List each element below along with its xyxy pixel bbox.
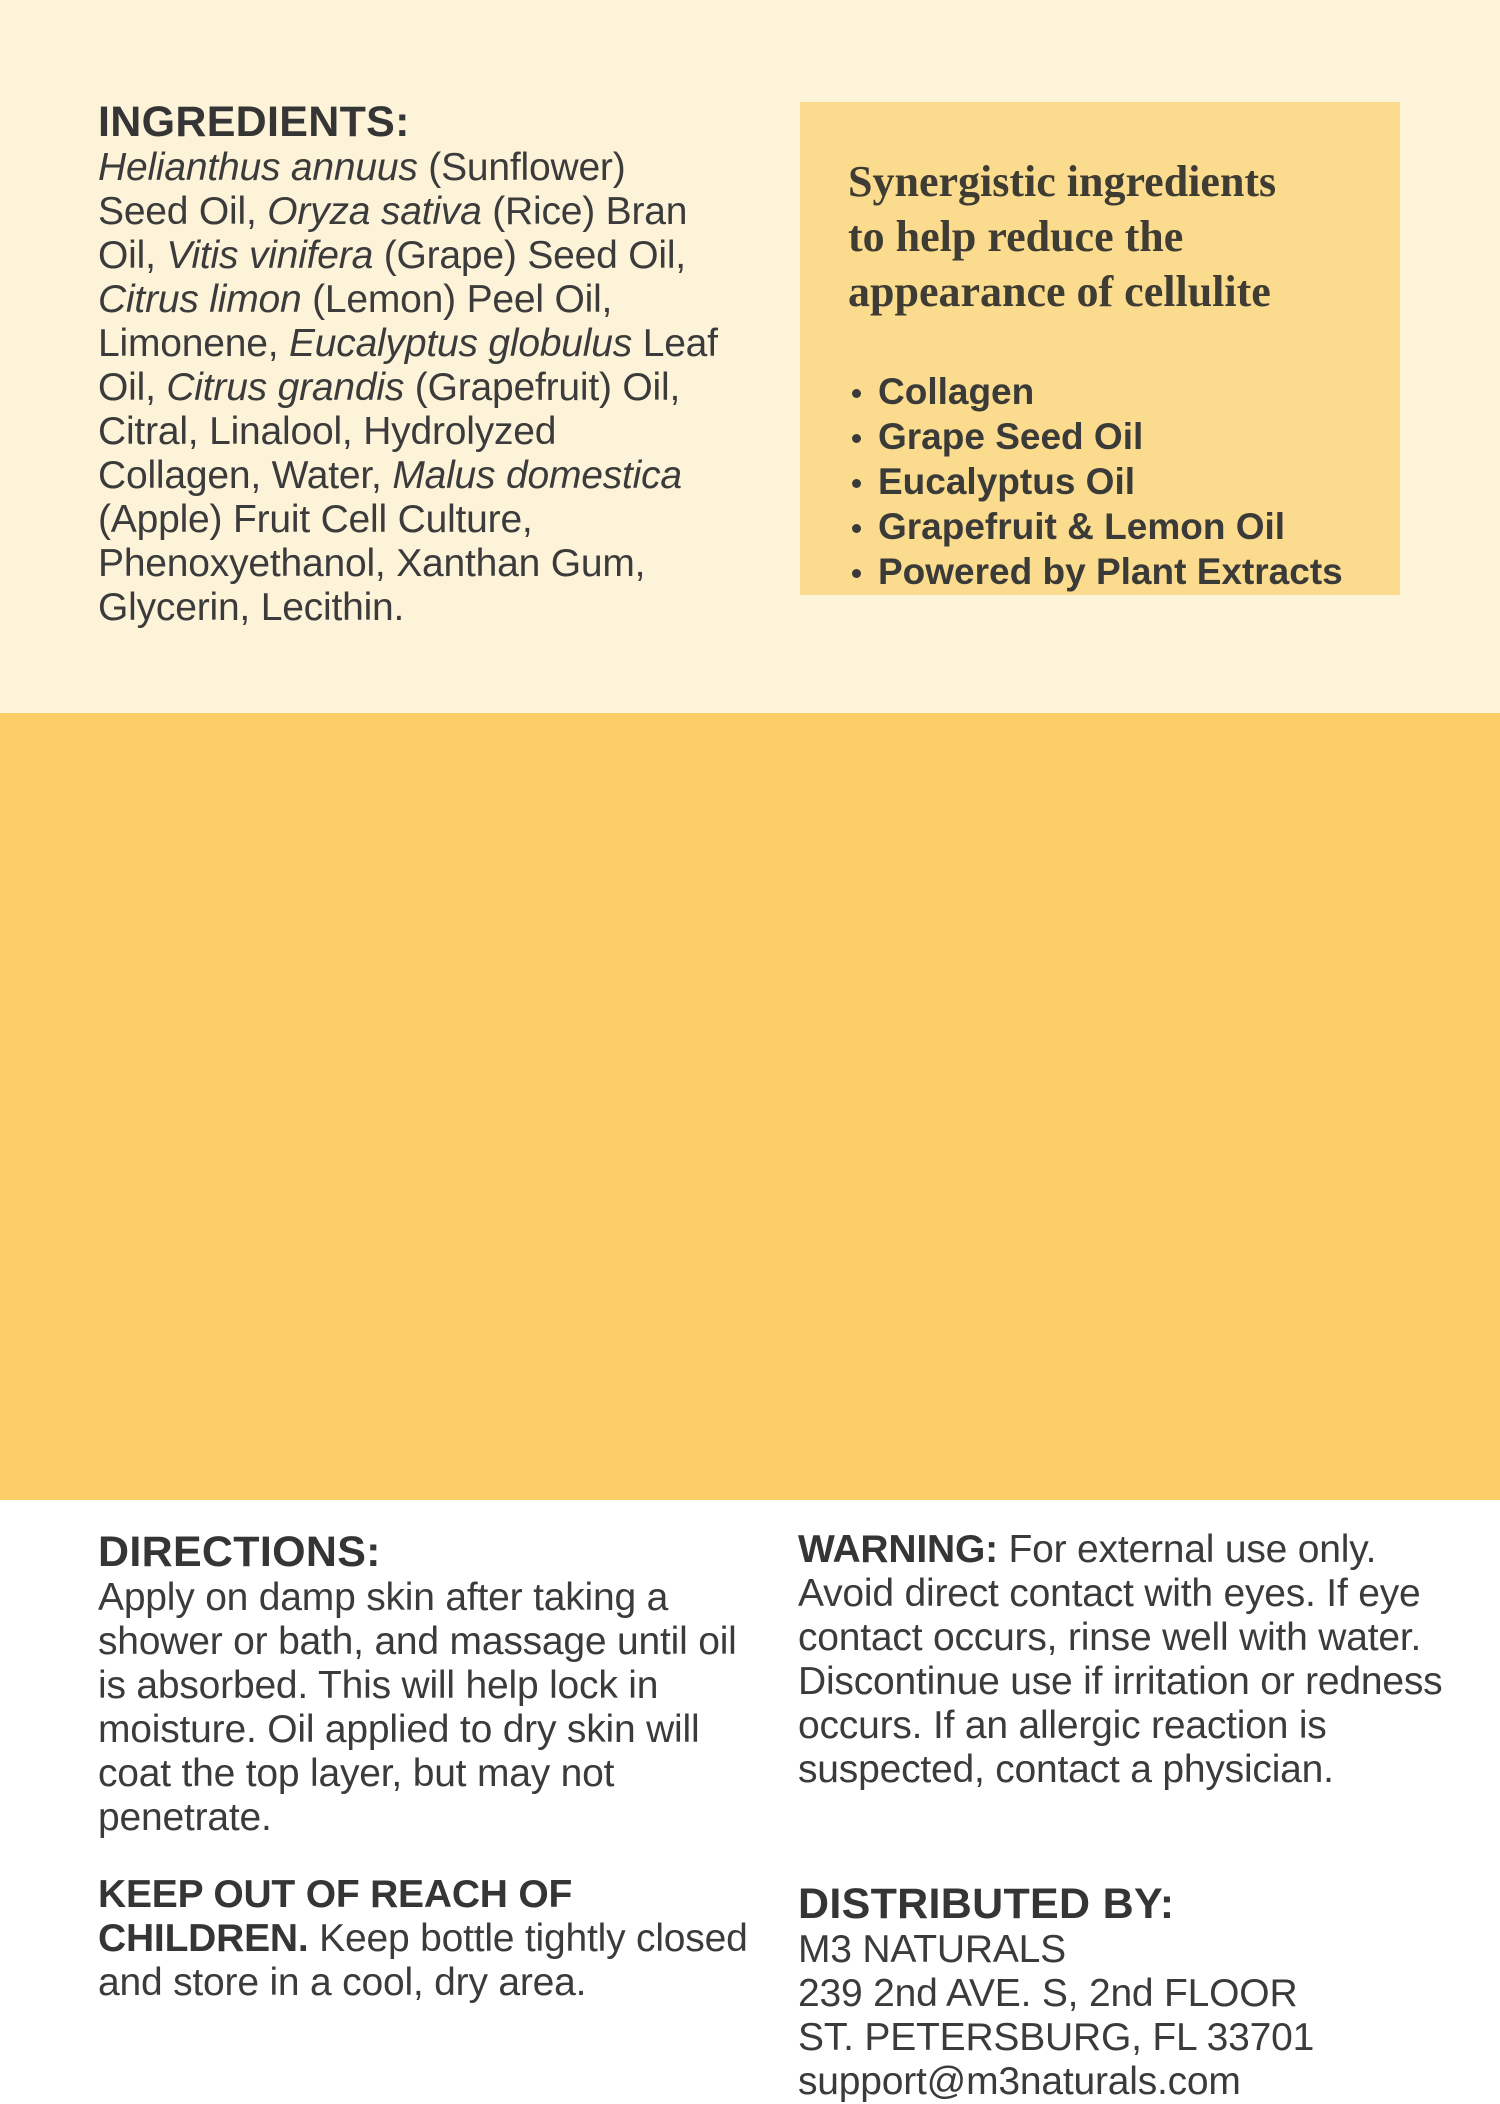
bullet-label: Eucalyptus Oil <box>878 461 1136 502</box>
directions-block <box>98 1528 750 1840</box>
ingredient-segment: Citrus grandis <box>166 366 405 409</box>
ingredient-segment: (Grape) Seed Oil, <box>373 234 686 277</box>
bullet-dot-icon <box>852 389 861 398</box>
bullet-item <box>848 369 1360 414</box>
synergy-heading-line: appearance of cellulite <box>848 267 1271 316</box>
directions-heading: DIRECTIONS: <box>98 1528 381 1576</box>
synergy-heading <box>848 154 1360 319</box>
label-bottom-section <box>0 713 1500 2103</box>
synergy-heading-line: Synergistic ingredients <box>848 157 1277 206</box>
ingredient-segment: (Apple) Fruit Cell Culture, Phenoxyethanol, Xanthan Gum, Glycerin, Lecithin. <box>98 498 646 629</box>
warning-block <box>798 1528 1450 1792</box>
warning-text <box>798 1528 1450 1792</box>
ingredient-segment: Citrus limon <box>98 278 302 321</box>
synergy-highlight-box <box>800 102 1400 595</box>
bullet-label: Grapefruit & Lemon Oil <box>878 506 1286 547</box>
distributor-name: M3 NATURALS <box>798 1928 1066 1971</box>
ingredient-segment: Leaf Oil, <box>98 322 718 409</box>
warning-body: For external use only. Avoid direct contact with eyes. If eye contact occurs, rinse well with water. Discontinue use if irritation or redness occurs. If an allergic reaction is suspected, contact a physician. <box>798 1528 1443 1791</box>
bullet-dot-icon <box>852 434 861 443</box>
bullet-item <box>848 504 1360 549</box>
ingredient-segment: Helianthus annuus <box>98 146 418 189</box>
bullet-item <box>848 459 1360 504</box>
distributor-email: support@m3naturals.com <box>798 2060 1241 2103</box>
keep-out-heading: KEEP OUT OF REACH OF CHILDREN. <box>98 1873 573 1960</box>
distributor-street: 239 2nd AVE. S, 2nd FLOOR <box>798 1972 1298 2015</box>
bullet-item <box>848 549 1360 594</box>
ingredient-segment: (Rice) Bran Oil, <box>98 190 688 277</box>
bullet-dot-icon <box>852 569 861 578</box>
label-top-section <box>0 0 1500 713</box>
ingredients-text <box>98 146 726 630</box>
ingredient-segment: (Sunflower) Seed Oil, <box>98 146 626 233</box>
directions-text: Apply on damp skin after taking a shower or bath, and massage until oil is absorbed. This will help lock in moisture. Oil applied to dry skin will coat the top layer, but may not penetrate. <box>98 1576 737 1839</box>
keep-out-block <box>98 1873 760 2005</box>
distributed-by-heading: DISTRIBUTED BY: <box>798 1880 1175 1928</box>
synergy-heading-line: to help reduce the <box>848 212 1184 261</box>
ingredients-heading: INGREDIENTS: <box>98 98 410 146</box>
keep-out-body: Keep bottle tightly closed and store in a cool, dry area. <box>98 1917 748 2004</box>
ingredient-segment: Vitis vinifera <box>166 234 374 277</box>
bullet-label: Grape Seed Oil <box>878 416 1144 457</box>
ingredient-segment: (Grapefruit) Oil, Citral, Linalool, Hydrolyzed Collagen, Water, <box>98 366 681 497</box>
bullet-label: Collagen <box>878 371 1035 412</box>
warning-heading: WARNING: <box>798 1528 998 1571</box>
bullet-dot-icon <box>852 479 861 488</box>
ingredients-block <box>98 98 726 630</box>
synergy-bullet-list <box>848 369 1360 594</box>
bullet-label: Powered by Plant Extracts <box>878 551 1343 592</box>
ingredient-segment: Eucalyptus globulus <box>288 322 633 365</box>
ingredient-segment: (Lemon) Peel Oil, Limonene, <box>98 278 613 365</box>
distributed-by-block <box>798 1880 1450 2104</box>
distributor-city: ST. PETERSBURG, FL 33701 <box>798 2016 1315 2059</box>
ingredient-segment: Oryza sativa <box>267 190 482 233</box>
bullet-item <box>848 414 1360 459</box>
keep-out-text <box>98 1873 760 2005</box>
ingredient-segment: Malus domestica <box>392 454 682 497</box>
bullet-dot-icon <box>852 524 861 533</box>
